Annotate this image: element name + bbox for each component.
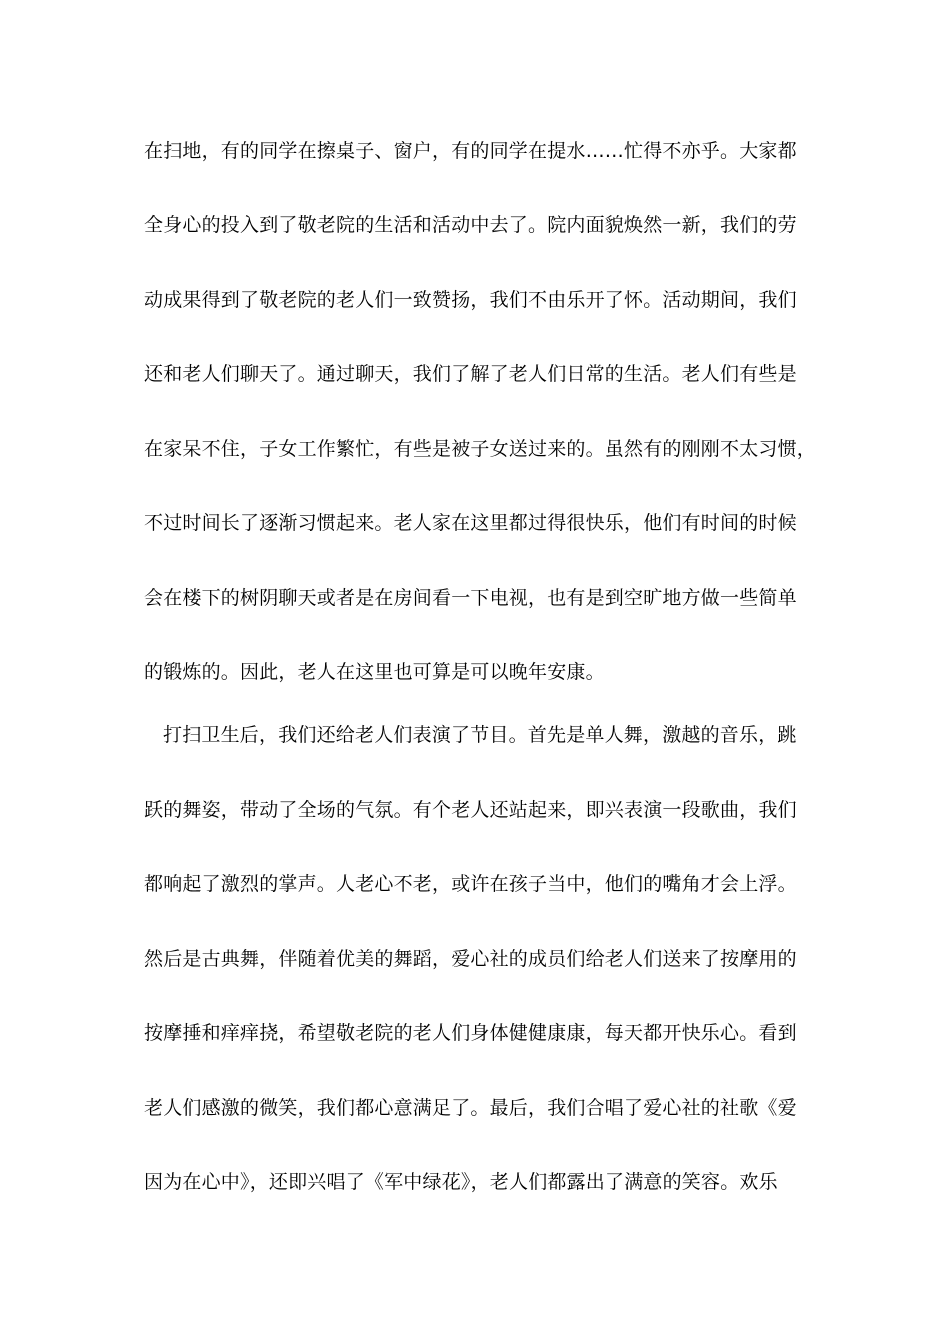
paragraph-line: 不过时间长了逐渐习惯起来。老人家在这里都过得很快乐，他们有时间的时候 [144, 512, 797, 534]
paragraph-line: 按摩捶和痒痒挠，希望敬老院的老人们身体健健康康，每天都开快乐心。看到 [144, 1022, 797, 1044]
paragraph-line: 然后是古典舞，伴随着优美的舞蹈，爱心社的成员们给老人们送来了按摩用的 [144, 948, 797, 970]
paragraph-line: 的锻炼的。因此，老人在这里也可算是可以晚年安康。 [144, 661, 605, 683]
paragraph-line: 因为在心中》，还即兴唱了《军中绿花》，老人们都露出了满意的笑容。欢乐 [144, 1171, 778, 1193]
paragraph-line: 还和老人们聊天了。通过聊天，我们了解了老人们日常的生活。老人们有些是 [144, 363, 797, 385]
paragraph-line: 跃的舞姿，带动了全场的气氛。有个老人还站起来，即兴表演一段歌曲，我们 [144, 799, 797, 821]
paragraph-line: 动成果得到了敬老院的老人们一致赞扬，我们不由乐开了怀。活动期间，我们 [144, 289, 797, 311]
paragraph-line: 在扫地，有的同学在擦桌子、窗户，有的同学在提水……忙得不亦乎。大家都 [144, 140, 797, 162]
paragraph-line: 在家呆不住，子女工作繁忙，有些是被子女送过来的。虽然有的刚刚不太习惯， [144, 438, 817, 460]
paragraph-line: 全身心的投入到了敬老院的生活和活动中去了。院内面貌焕然一新，我们的劳 [144, 214, 797, 236]
paragraph-line: 会在楼下的树阴聊天或者是在房间看一下电视，也有是到空旷地方做一些简单 [144, 587, 797, 609]
paragraph-line: 老人们感激的微笑，我们都心意满足了。最后，我们合唱了爱心社的社歌《爱 [144, 1097, 797, 1119]
paragraph-line: 都响起了激烈的掌声。人老心不老，或许在孩子当中，他们的嘴角才会上浮。 [144, 873, 797, 895]
paragraph-first-line: 打扫卫生后，我们还给老人们表演了节目。首先是单人舞，激越的音乐，跳 [163, 724, 797, 746]
